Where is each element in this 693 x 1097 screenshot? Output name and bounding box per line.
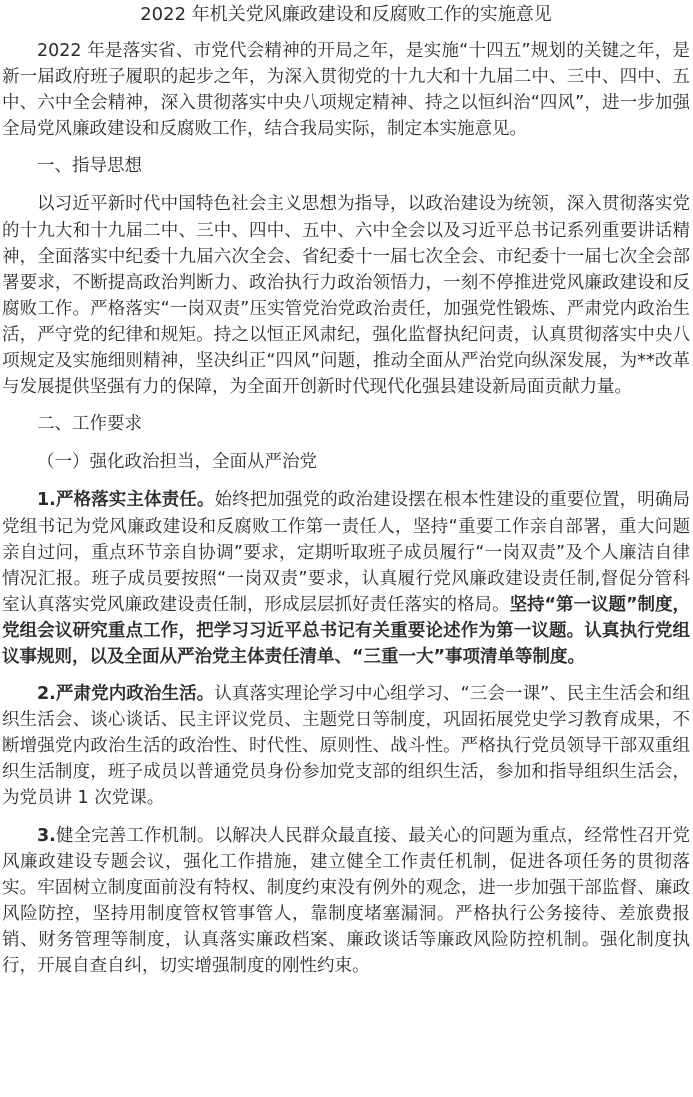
item-2-title: 严肃党内政治生活。 (55, 684, 215, 705)
document-title: 2022 年机关党风廉政建设和反腐败工作的实施意见 (140, 4, 552, 25)
item-1-body-c: 坚持“第一议题”制度，党组会议研究重点工作，把学习习近平总书记有关重要论述作为第一议题。认真执行党组议事规则，以及全面从严治党主体责任清单、“三重一大”事项清单等制度。 (2, 594, 691, 667)
item-1-title: 严格落实主体责任。 (55, 490, 215, 511)
item-2-number: 2. (37, 684, 56, 705)
section-1-heading: 一、指导思想 (37, 156, 142, 177)
item-3-paragraph (2, 823, 690, 980)
section-2-heading: 二、工作要求 (37, 414, 142, 435)
subsection-1-heading: （一）强化政治担当，全面从严治党 (37, 452, 317, 473)
item-3-title: 健全完善工作机制。 (55, 825, 215, 846)
item-3-number: 3. (37, 825, 56, 846)
item-2-paragraph (2, 681, 690, 811)
section-1-body: 以习近平新时代中国特色社会主义思想为指导，以政治建设为统领，深入贯彻落实党的十九大和十九届二中、三中、四中、五中、六中全会以及习近平总书记系列重要讲话精神，全面落实中纪委十九届六次全会、省纪委十一届七次全会、市纪委十一届七次全会部署要求，不断提高政治判断力、政治执行力政治领悟力，一刻不停推进党风廉政建设和反腐败工作。严格落实“一岗双责”压实管党治党政治责任，加强党性锻炼、严肃党内政治生活，严守党的纪律和规矩。持之以恒正风肃纪，强化监督执纪问责，认真贯彻落实中央八项规定及实施细则精神，坚决纠正“四风”问题，推动全面从严治党向纵深发展，为**改革与发展提供坚强有力的保障，为全面开创新时代现代化强县建设新局面贡献力量。 (2, 194, 690, 398)
item-2-body: 认真落实理论学习中心组学习、“三会一课”、民主生活会和组织生活会、谈心谈话、民主评议党员、主题党日等制度，巩固拓展党史学习教育成果，不断增强党内政治生活的政治性、时代性、原则性、战斗性。严格执行党员领导干部双重组织生活制度，班子成员以普通党员身份参加党支部的组织生活，参加和指导组织生活会，为党员讲 1 次党课。 (2, 684, 691, 809)
item-1-body-b: 班子成员要按照“一岗双责”要求，认真履行党风廉政建设责任制,督促分管科室认真落实党风廉政建设责任制，形成层层抓好责任落实的格局。 (2, 568, 690, 615)
intro-paragraph: 2022 年是落实省、市党代会精神的开局之年，是实施“十四五”规划的关键之年，是新一届政府班子履职的起步之年，为深入贯彻党的十九大和十九届二中、三中、四中、五中、六中全会精神，深入贯彻落实中央八项规定精神、持之以恒纠治“四风”，进一步加强全局党风廉政建设和反腐败工作，结合我局实际，制定本实施意见。 (2, 41, 690, 140)
item-1-body-a: 始终把加强党的政治建设摆在根本性建设的重要位置，明确局党组书记为党风廉政建设和反腐败工作第一责任人，坚持“重要工作亲自部署，重大问题亲自过问，重点环节亲自协调”要求，定期听取班子成员履行“一岗双责”及个人廉洁自律情况汇报。 (2, 490, 691, 589)
item-1-number: 1. (37, 490, 56, 511)
item-1-paragraph (2, 487, 690, 670)
item-3-body: 以解决人民群众最直接、最关心的问题为重点，经常性召开党风廉政建设专题会议，强化工作措施，建立健全工作责任机制，促进各项任务的贯彻落实。牢固树立制度面前没有特权、制度约束没有例外的观念，进一步加强干部监督、廉政风险防控，坚持用制度管权管事管人，靠制度堵塞漏洞。严格执行公务接待、差旅费报销、财务管理等制度，认真落实廉政档案、廉政谈话等廉政风险防控机制。强化制度执行，开展自查自纠，切实增强制度的刚性约束。 (2, 825, 691, 976)
